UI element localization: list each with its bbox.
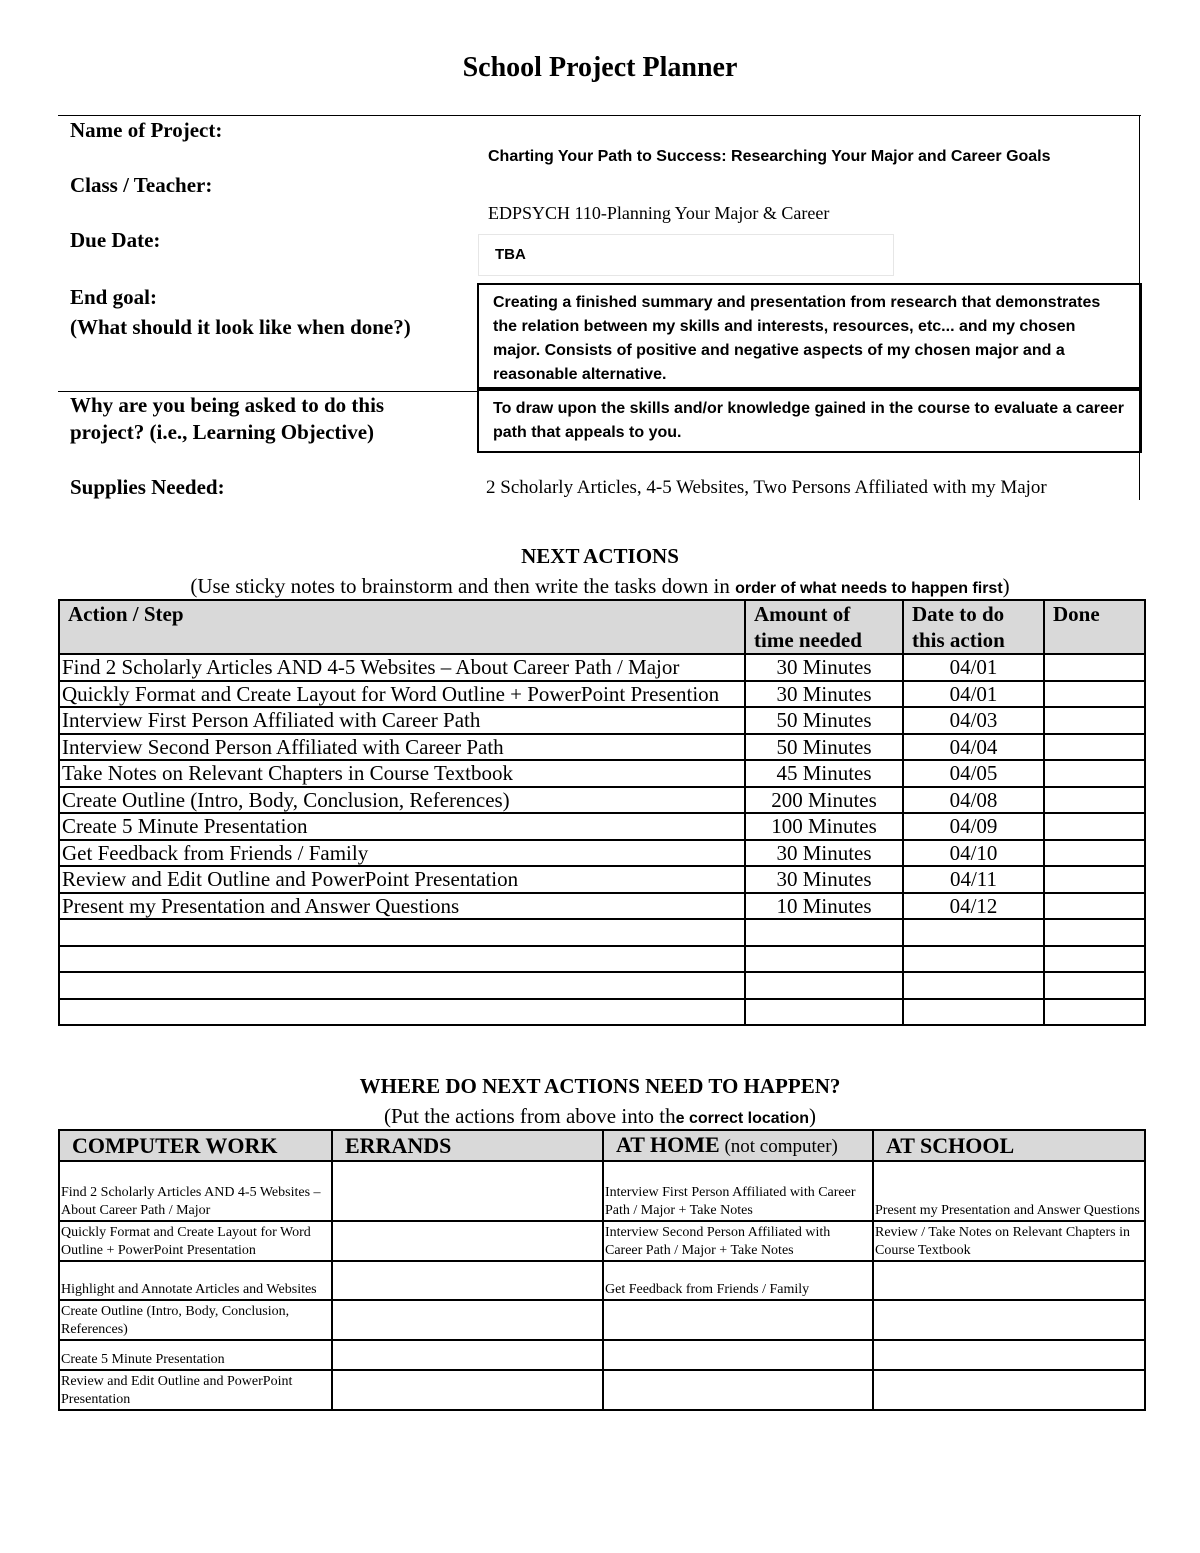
next-actions-heading: NEXT ACTIONS [521,544,679,568]
action-step-cell[interactable]: Interview First Person Affiliated with Career Path [59,707,745,734]
action-step-cell[interactable]: Get Feedback from Friends / Family [59,840,745,867]
where-header-row [59,1130,1145,1161]
header-label: ERRANDS [345,1133,452,1158]
header-label: AT HOME [616,1132,720,1157]
time-needed-cell[interactable] [745,999,903,1026]
errands-header [332,1130,603,1161]
at-school-cell[interactable] [873,1340,1145,1370]
date-cell[interactable] [903,946,1044,973]
table-row [59,1161,1145,1221]
table-row [59,734,1145,761]
table-row [59,972,1145,999]
name-of-project-value[interactable]: Charting Your Path to Success: Researching Your Major and Career Goals [488,148,1051,165]
why-label: Why are you being asked to do this [70,393,385,417]
computer-work-header [59,1130,332,1161]
at-school-cell[interactable]: Review / Take Notes on Relevant Chapters in Course Textbook [873,1221,1145,1261]
time-needed-cell[interactable]: 30 Minutes [745,654,903,681]
table-row [59,840,1145,867]
done-cell[interactable] [1044,866,1145,893]
time-needed-cell[interactable]: 30 Minutes [745,681,903,708]
header-note: (not computer) [719,1136,838,1157]
errands-cell[interactable] [332,1261,603,1300]
computer-work-cell[interactable]: Create Outline (Intro, Body, Conclusion, References) [59,1300,332,1340]
table-row [59,760,1145,787]
table-row [59,919,1145,946]
table-row [59,866,1145,893]
time-needed-header: Amount of time needed [745,600,903,654]
table-row [59,1340,1145,1370]
supplies-label: Supplies Needed: [70,475,225,499]
learning-objective-field[interactable]: To draw upon the skills and/or knowledge gained in the course to evaluate a career path that appeals to you. [477,389,1142,453]
at-school-cell[interactable] [873,1261,1145,1300]
action-step-cell[interactable] [59,919,745,946]
action-step-cell[interactable]: Take Notes on Relevant Chapters in Course Textbook [59,760,745,787]
time-needed-cell[interactable] [745,946,903,973]
at-school-header [873,1130,1145,1161]
done-cell[interactable] [1044,840,1145,867]
errands-cell[interactable] [332,1221,603,1261]
table-row [59,681,1145,708]
table-row [59,1221,1145,1261]
computer-work-cell[interactable]: Find 2 Scholarly Articles AND 4-5 Websites – About Career Path / Major [59,1161,332,1221]
computer-work-cell[interactable]: Highlight and Annotate Articles and Websites [59,1261,332,1300]
date-cell[interactable] [903,999,1044,1026]
where-table [58,1129,1146,1411]
action-step-cell[interactable] [59,946,745,973]
done-cell[interactable] [1044,999,1145,1026]
date-header: Date to do this action [903,600,1044,654]
date-cell[interactable] [903,972,1044,999]
date-cell[interactable]: 04/08 [903,787,1044,814]
table-row [59,999,1145,1026]
page-title: School Project Planner [462,52,738,83]
header-label: COMPUTER WORK [72,1133,278,1158]
table-row [59,893,1145,920]
due-date-field[interactable] [478,234,894,276]
action-step-cell[interactable]: Review and Edit Outline and PowerPoint Presentation [59,866,745,893]
table-row [59,787,1145,814]
due-date-label: Due Date: [70,228,161,252]
done-header: Done [1044,600,1145,654]
table-row [59,654,1145,681]
action-step-header: Action / Step [59,600,745,654]
name-of-project-label: Name of Project: [70,118,223,142]
table-row [59,813,1145,840]
date-cell[interactable]: 04/11 [903,866,1044,893]
time-needed-cell[interactable]: 50 Minutes [745,734,903,761]
due-date-value: TBA [495,246,526,263]
computer-work-cell[interactable]: Quickly Format and Create Layout for Word Outline + PowerPoint Presentation [59,1221,332,1261]
date-cell[interactable]: 04/05 [903,760,1044,787]
action-step-cell[interactable] [59,999,745,1026]
end-goal-field[interactable]: Creating a finished summary and presentation from research that demonstrates the relation between my skills and interests, resources, etc... and my chosen major. Consists of positive and negative aspects of my chosen major and a reasonable alternative. [477,283,1142,389]
done-cell[interactable] [1044,919,1145,946]
done-cell[interactable] [1044,760,1145,787]
date-cell[interactable]: 04/10 [903,840,1044,867]
time-needed-cell[interactable] [745,919,903,946]
done-cell[interactable] [1044,707,1145,734]
date-cell[interactable]: 04/04 [903,734,1044,761]
table-row [59,946,1145,973]
next-actions-instructions: (Use sticky notes to brainstorm and then write the tasks down in order of what needs to happen first) [190,574,1010,598]
errands-cell[interactable] [332,1161,603,1221]
why-label-objective: project? (i.e., Learning Objective) [70,420,375,444]
errands-cell[interactable] [332,1340,603,1370]
computer-work-cell[interactable]: Create 5 Minute Presentation [59,1340,332,1370]
at-home-cell[interactable] [603,1370,873,1410]
done-cell[interactable] [1044,681,1145,708]
end-goal-hint: (What should it look like when done?) [70,315,411,339]
at-school-cell[interactable] [873,1370,1145,1410]
action-step-cell[interactable]: Create Outline (Intro, Body, Conclusion, References) [59,787,745,814]
time-needed-cell[interactable]: 30 Minutes [745,866,903,893]
done-cell[interactable] [1044,893,1145,920]
done-cell[interactable] [1044,654,1145,681]
date-cell[interactable]: 04/03 [903,707,1044,734]
table-row [59,1300,1145,1340]
supplies-value[interactable]: 2 Scholarly Articles, 4-5 Websites, Two Persons Affiliated with my Major [486,477,1047,498]
computer-work-cell[interactable]: Review and Edit Outline and PowerPoint Presentation [59,1370,332,1410]
time-needed-cell[interactable]: 200 Minutes [745,787,903,814]
at-home-cell[interactable]: Interview Second Person Affiliated with Career Path / Major + Take Notes [603,1221,873,1261]
errands-cell[interactable] [332,1300,603,1340]
at-school-cell[interactable] [873,1300,1145,1340]
action-step-cell[interactable]: Interview Second Person Affiliated with Career Path [59,734,745,761]
next-actions-table [58,599,1146,1026]
action-step-cell[interactable]: Create 5 Minute Presentation [59,813,745,840]
time-needed-cell[interactable]: 30 Minutes [745,840,903,867]
errands-cell[interactable] [332,1370,603,1410]
class-teacher-label: Class / Teacher: [70,173,213,197]
at-home-cell[interactable] [603,1340,873,1370]
table-row [59,1261,1145,1300]
action-step-cell[interactable]: Find 2 Scholarly Articles AND 4-5 Websites – About Career Path / Major [59,654,745,681]
header-label: AT SCHOOL [886,1133,1015,1158]
time-needed-cell[interactable]: 10 Minutes [745,893,903,920]
time-needed-cell[interactable] [745,972,903,999]
table-row [59,1370,1145,1410]
where-instructions: (Put the actions from above into the correct location) [384,1104,816,1128]
action-step-cell[interactable]: Quickly Format and Create Layout for Word Outline + PowerPoint Presention [59,681,745,708]
time-needed-cell[interactable]: 45 Minutes [745,760,903,787]
date-cell[interactable]: 04/09 [903,813,1044,840]
done-cell[interactable] [1044,734,1145,761]
date-cell[interactable]: 04/12 [903,893,1044,920]
done-cell[interactable] [1044,972,1145,999]
at-home-cell[interactable] [603,1300,873,1340]
class-teacher-value[interactable]: EDPSYCH 110-Planning Your Major & Career [488,203,830,223]
at-home-header [603,1130,873,1161]
next-actions-header-row [59,600,1145,654]
at-school-cell[interactable]: Present my Presentation and Answer Questions [873,1161,1145,1221]
done-cell[interactable] [1044,946,1145,973]
time-needed-cell[interactable]: 100 Minutes [745,813,903,840]
table-row [59,707,1145,734]
date-cell[interactable]: 04/01 [903,681,1044,708]
end-goal-label: End goal: [70,285,157,309]
action-step-cell[interactable]: Present my Presentation and Answer Questions [59,893,745,920]
where-heading: WHERE DO NEXT ACTIONS NEED TO HAPPEN? [359,1074,841,1098]
date-cell[interactable]: 04/01 [903,654,1044,681]
date-cell[interactable] [903,919,1044,946]
at-home-cell[interactable]: Interview First Person Affiliated with Career Path / Major + Take Notes [603,1161,873,1221]
at-home-cell[interactable]: Get Feedback from Friends / Family [603,1261,873,1300]
time-needed-cell[interactable]: 50 Minutes [745,707,903,734]
action-step-cell[interactable] [59,972,745,999]
done-cell[interactable] [1044,787,1145,814]
done-cell[interactable] [1044,813,1145,840]
